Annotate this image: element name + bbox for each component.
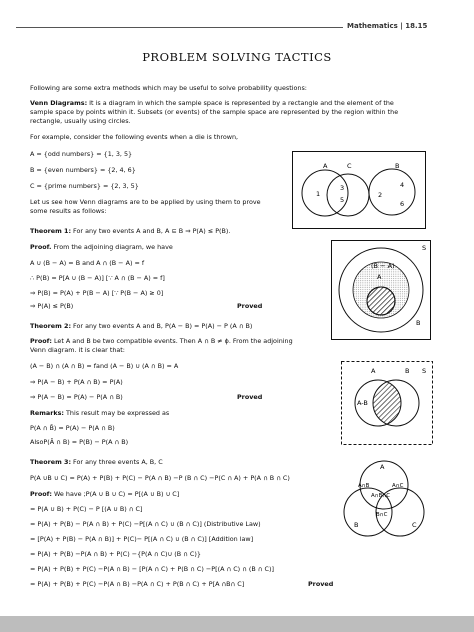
label-b: B [395,162,400,170]
theorem-3-text: For any three events A, B, C [71,458,163,466]
theorem-3-formula: P(A ∪B ∪ C) = P(A) + P(B) + P(C) − P(A ∩ B) −P (B ∩ C) −P(C ∩ A) + P(A ∩ B ∩ C) [30,474,290,482]
theorem-1-line-1: A ∪ (B − A) = B and A ∩ (B − A) = f [30,259,145,267]
page-title: PROBLEM SOLVING TACTICS [142,50,332,64]
theorem-1-line-3: ⇒ P(B) = P(A) + P(B − A) [∵ P(B − A) ≥ 0] [30,289,164,297]
label-a: A [377,273,382,281]
element-3: 3 [340,184,345,192]
theorem-1-line-4: ⇒ P(A) ≤ P(B) [30,302,74,310]
circle-a [367,287,395,315]
theorem-3-line-2: = P(A) + P(B) − P(A ∩ B) + P(C) −P[(A ∩ C) ∪ (B ∩ C)] (Distributive Law) [30,520,261,528]
event-c: C = {prime numbers} = {2, 3, 5} [30,182,139,190]
theorem-3-proof [30,490,179,498]
label-a: A [371,367,376,375]
element-6: 6 [400,200,405,208]
sample-space-rect [293,152,426,229]
theorem-2-text: For any two events A and B, P(A − B) = P(A) − P (A ∩ B) [71,322,253,330]
label-a-and-b-and-c: A∩B∩C [371,493,391,499]
venn-line-2: sample space by points within it. Subsets (or events) of the sample space are represented by the region within the [30,108,399,116]
label-c: C [347,162,352,170]
venn-figure-4 [338,455,436,545]
theorem-1-proved: Proved [237,302,263,310]
element-2: 2 [378,191,383,199]
label-a-and-b: A∩B [358,483,370,489]
venn-text-1: It is a diagram in which the sample space is represented by a rectangle and the element of the [87,99,394,107]
label-a-minus-b: A-B [357,399,368,407]
theorem-2-line-1: (A − B) ∩ (A ∩ B) = fand (A − B) ∪ (A ∩ B) = A [30,362,179,370]
example-use-1: Let us see how Venn diagrams are to be applied by using them to prove [30,198,261,206]
event-b: B = {even numbers} = {2, 4, 6} [30,166,136,174]
footer-bar [0,616,474,632]
theorem-3 [30,458,163,466]
theorem-1-label: Theorem 1: [30,227,72,235]
theorem-3-proof-text: We have ;P(A ∪ B ∪ C) = P[(A ∪ B) ∪ C] [51,490,180,498]
circle-a [302,170,348,216]
theorem-1-proof-label: Proof. [30,243,52,251]
intro-text: Following are some extra methods which may be useful to solve probability questions: [30,84,307,92]
theorem-3-line-3: = [P(A) + P(B) − P(A ∩ B)] + P(C)− P[(A ∩ C) ∪ (B ∩ C)] [Addition law] [30,535,254,543]
theorem-1-line-2: ∴ P(B) = P[A ∪ (B − A)] [∵ A ∩ (B − A) = f] [30,274,165,282]
theorem-1-text: For any two events A and B, A ⊆ B ⇒ P(A) ≤ P(B). [71,227,231,235]
theorem-2-proof-label: Proof: [30,337,52,345]
label-a-and-c: A∩C [392,483,404,489]
label-b-minus-a: (B − A) [371,262,395,270]
remarks [30,409,169,417]
theorem-2-line-3: ⇒ P(A − B) = P(A) − P(A ∩ B) [30,393,123,401]
theorem-2-proof-2: Venn diagram. it is clear that: [30,346,125,354]
theorem-3-proved: Proved [308,580,334,588]
header-rule [16,27,343,28]
label-c: C [412,521,417,529]
theorem-2-line-2: ⇒ P(A − B) + P(A ∩ B) = P(A) [30,378,123,386]
theorem-2 [30,322,252,330]
label-a: A [380,463,385,471]
label-b-and-c: B∩C [376,512,388,518]
theorem-3-line-1: = P(A ∪ B) + P(C) − P [(A ∪ B) ∩ C] [30,505,143,513]
remarks-label: Remarks: [30,409,64,417]
theorem-2-proof-text-1: Let A and B be two compatible events. Then A ∩ B ≠ ϕ. From the adjoining [51,337,293,345]
venn-label: Venn Diagrams: [30,99,88,107]
venn-line-1 [30,99,394,107]
label-b: B [354,521,359,529]
label-a: A [323,162,328,170]
element-1: 1 [316,190,321,198]
theorem-2-proof-1 [30,337,293,345]
remarks-line-1: P(A ∩ B̄) = P(A) − P(A ∩ B) [30,424,115,432]
label-s: S [422,244,427,252]
element-5: 5 [340,196,345,204]
venn-figure-1 [292,151,426,229]
theorem-3-line-4: = P(A) + P(B) −P(A ∩ B) + P(C) −{P(A ∩ C)∪ (B ∩ C)} [30,550,201,558]
venn-figure-2 [331,240,431,340]
element-4: 4 [400,181,405,189]
theorem-1 [30,227,230,235]
circle-b [369,169,415,215]
theorem-2-proved: Proved [237,393,263,401]
theorem-3-line-5: = P(A) + P(B) + P(C) −P(A ∩ B) − [P(A ∩ C) + P(B ∩ C) −P[(A ∩ C) ∩ (B ∩ C)] [30,565,274,573]
label-b: B [405,367,410,375]
example-use-2: some results as follows: [30,207,107,215]
venn-figure-3 [341,361,433,445]
label-b: B [416,319,421,327]
theorem-3-proof-label: Proof: [30,490,52,498]
theorem-3-label: Theorem 3: [30,458,72,466]
event-a: A = {odd numbers} = {1, 3, 5} [30,150,133,158]
theorem-1-proof [30,243,173,251]
remarks-line-2: AlsoP(Ā ∩ B) = P(B) − P(A ∩ B) [30,438,129,446]
remarks-text: This result may be expressed as [64,409,170,417]
theorem-3-line-6: = P(A) + P(B) + P(C) −P(A ∩ B) −P(A ∩ C) + P(B ∩ C) + P[A ∩B∩ C] [30,580,245,588]
label-s: S [422,367,427,375]
running-header: Mathematics | 18.15 [347,22,428,30]
example-intro: For example, consider the following events when a die is thrown, [30,133,239,141]
theorem-2-label: Theorem 2: [30,322,72,330]
theorem-1-proof-text: From the adjoining diagram, we have [51,243,173,251]
venn-line-3: rectangle, usually using circles. [30,117,131,125]
